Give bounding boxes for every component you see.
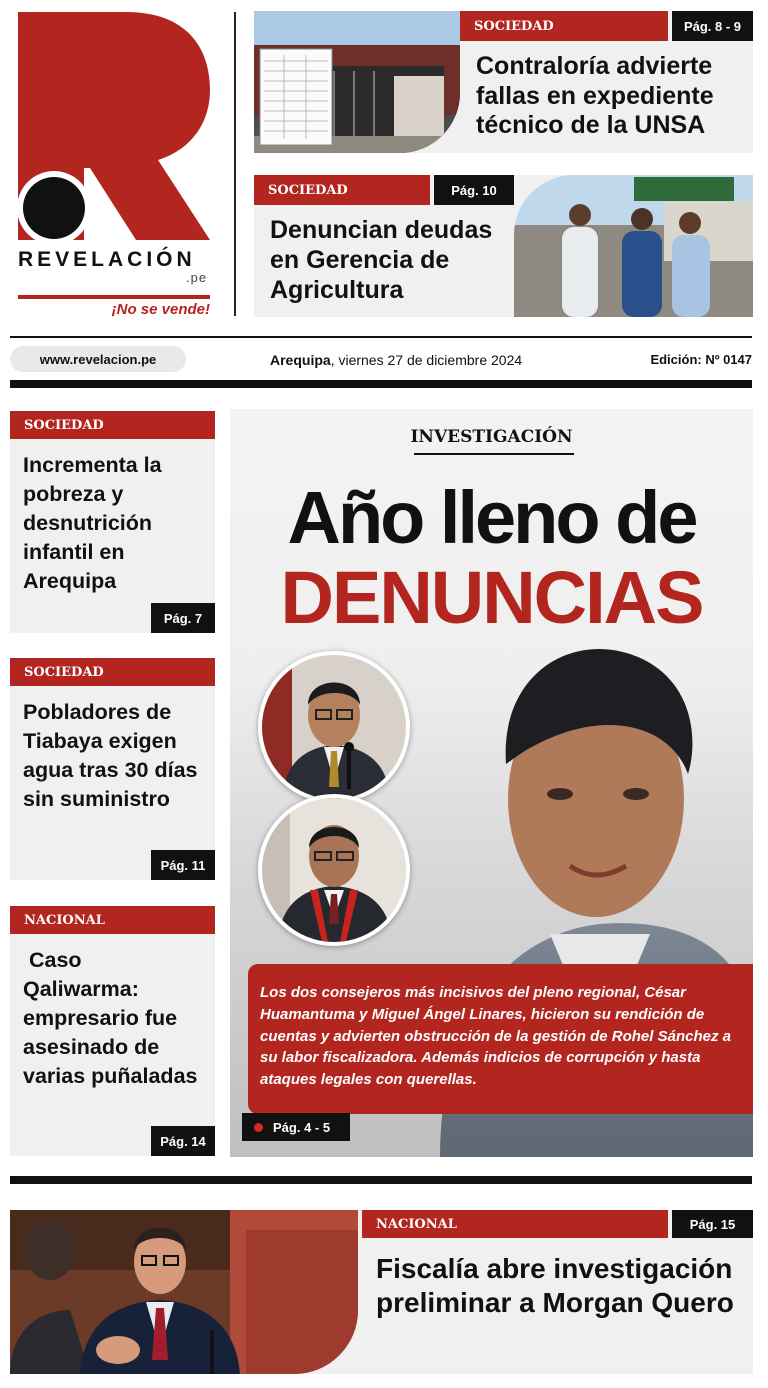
section-tag: SOCIEDAD (10, 658, 215, 686)
headline: Pobladores de Tiabaya exigen agua tras 30 días sin suministro (23, 700, 198, 812)
edition-number: Edición: Nº 0147 (650, 352, 752, 367)
page-badge: Pág. 7 (151, 603, 215, 633)
brand-suffix: .pe (186, 270, 208, 285)
main-summary: Los dos consejeros más incisivos del pleno regional, César Huamantuma y Miguel Ángel Linares, hicieron su rendición de cuentas y advierten obstrucción de la gestión de Rohel Sánchez a su labor fiscalizadora. Además indicios de corrupción y hasta ataques legales con querellas. (248, 964, 753, 1114)
section-tag: SOCIEDAD (254, 175, 430, 205)
side-story-qaliwarma[interactable] (10, 906, 215, 1156)
bullet-icon (254, 1123, 263, 1132)
revelacion-logo (18, 12, 210, 240)
bottom-story-quero[interactable] (10, 1210, 753, 1374)
brand-underline (18, 295, 210, 299)
unsa-building-photo (254, 11, 460, 153)
section-tag: SOCIEDAD (460, 11, 668, 41)
main-headline-line2: DENUNCIAS (280, 556, 703, 639)
site-url[interactable]: www.revelacion.pe (10, 346, 186, 372)
side-story-tiabaya[interactable] (10, 658, 215, 880)
page-badge: Pág. 15 (672, 1210, 753, 1238)
section-tag: NACIONAL (362, 1210, 668, 1238)
brand-name: REVELACIÓN (18, 248, 196, 271)
top-story-unsa[interactable] (254, 11, 753, 153)
top-story-agricultura[interactable] (254, 175, 753, 317)
info-bar-rule (10, 380, 752, 388)
page-badge: Pág. 14 (151, 1126, 215, 1156)
headline: Caso Qaliwarma: empresario fue asesinado de varias puñaladas (23, 948, 198, 1089)
side-story-pobreza[interactable] (10, 411, 215, 633)
masthead-divider (234, 12, 236, 316)
councillor-1-photo (258, 651, 410, 803)
page-badge: Pág. 8 - 9 (672, 11, 753, 41)
main-kicker: INVESTIGACIÓN (410, 427, 573, 447)
headline: Contraloría advierte fallas en expediente técnico de la UNSA (476, 52, 714, 139)
main-page-badge (242, 1113, 350, 1141)
protesters-photo (514, 175, 753, 317)
main-headline-line1: Año lleno de (287, 476, 696, 559)
slogan: ¡No se vende! (111, 301, 210, 318)
kicker-underline (414, 453, 574, 455)
bottom-rule (10, 1176, 752, 1184)
headline: Incrementa la pobreza y desnutrición infantil en Arequipa (23, 453, 162, 594)
dateline (270, 352, 522, 368)
date: , viernes 27 de diciembre 2024 (330, 352, 523, 368)
councillor-2-photo (258, 794, 410, 946)
quero-photo (10, 1210, 358, 1374)
main-story[interactable] (230, 409, 753, 1157)
city: Arequipa (270, 352, 331, 368)
headline: Fiscalía abre investigación preliminar a Morgan Quero (376, 1253, 734, 1318)
top-rule (10, 336, 752, 338)
main-page-label: Pág. 4 - 5 (273, 1119, 331, 1135)
section-tag: NACIONAL (10, 906, 215, 934)
section-tag: SOCIEDAD (10, 411, 215, 439)
page-badge: Pág. 10 (434, 175, 514, 205)
headline: Denuncian deudas en Gerencia de Agricultura (270, 216, 493, 304)
page-badge: Pág. 11 (151, 850, 215, 880)
